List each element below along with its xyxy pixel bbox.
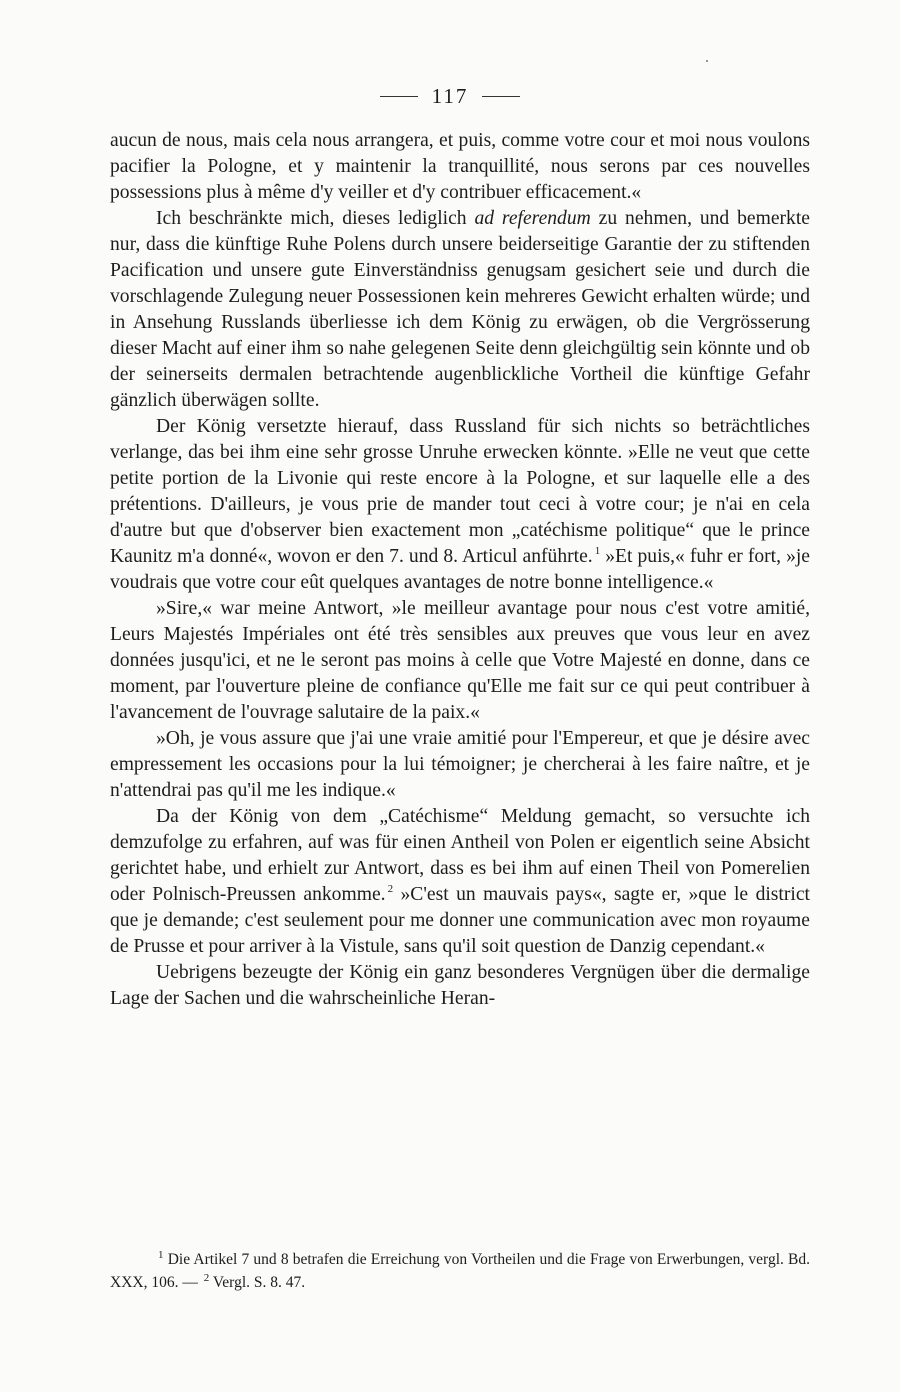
paragraph-6 xyxy=(110,804,810,960)
paragraph-text: zu nehmen, und bemerkte nur, dass die künftige Ruhe Polens durch unsere beiderseitige Garantie der zu stiftenden Pacification und unsere gute Einverständniss genugsam gesichert seie und durch die vorschlagende Zulegung neuer Possessionen kein mehreres Gewicht erhalten würde; und in Ansehung Russlands überliesse ich dem König zu erwägen, ob die Vergrösserung dieser Macht auf einer ihm so nahe gelegenen Seite denn gleichgültig sein könnte und ob der seinerseits dermalen betrachtende augenblickliche Vortheil die künftige Gefahr gänzlich überwägen sollte. xyxy=(110,208,810,411)
paragraph-1 xyxy=(110,128,810,206)
paragraph-text: Da der König von dem „Catéchisme“ Meldung gemacht, so versuchte ich demzufolge zu erfahren, auf was für einen Antheil von Polen er eigentlich seine Absicht gerichtet habe, und erhielt zur Antwort, dass es bei ihm auf einen Theil von Pomerelien oder Polnisch-Preussen ankomme. xyxy=(110,806,810,905)
paragraph-text: »C'est un mauvais pays«, sagte er, »que le district que je demande; c'est seulement pour me donner une communication avec mon royaume de Prusse et pour arriver à la Vistule, sans qu'il soit question de Danzig cependant.« xyxy=(110,884,810,957)
paragraph-text: Uebrigens bezeugte der König ein ganz besonderes Vergnügen über die dermalige Lage der Sachen und die wahrscheinliche Heran- xyxy=(110,962,810,1009)
paragraph-text: Ich beschränkte mich, dieses lediglich xyxy=(156,208,475,229)
header-rule-left xyxy=(380,96,418,97)
page-header xyxy=(0,84,900,109)
paragraph-text: aucun de nous, mais cela nous arrangera, et puis, comme votre cour et moi nous voulons pacifier la Pologne, et y maintenir la tranquillité, nous serons par ces nouvelles possessions plus à même d'y veiller et d'y contribuer efficacement.« xyxy=(110,130,810,203)
header-rule-right xyxy=(482,96,520,97)
paragraph-5 xyxy=(110,726,810,804)
footnote-marker: 1 xyxy=(594,545,601,558)
footnote-text: Vergl. S. 8. 47. xyxy=(212,1274,306,1291)
paragraph-text: »Sire,« war meine Antwort, »le meilleur avantage pour nous c'est votre amitié, Leurs Majestés Impériales ont été très sensibles aux preuves que vous leur en avez données jusqu'ici, et ne le seront pas moins à celle que Votre Majesté en donne, dans ce moment, par l'ouverture pleine de confiance qu'Elle me fait sur ce qui peut contribuer à l'avancement de l'ouvrage salutaire de la paix.« xyxy=(110,598,810,723)
paragraph-2 xyxy=(110,206,810,414)
footnote-line xyxy=(110,1248,810,1294)
body-text xyxy=(110,128,810,1012)
paragraph-text: »Et puis,« fuhr er fort, »je voudrais que votre cour eût quelques avantages de notre bonne intelligence.« xyxy=(110,546,811,593)
footnote-number: 1 xyxy=(158,1248,164,1261)
footnote-marker: 2 xyxy=(387,883,394,896)
page-number: 117 xyxy=(431,84,469,108)
footnotes xyxy=(110,1248,810,1294)
footnote-separator: — xyxy=(182,1274,198,1291)
paragraph-text: »Oh, je vous assure que j'ai une vraie amitié pour l'Empereur, et que je désire avec empressement les occasions pour la lui témoigner; je chercherai à les faire naître, et je n'attendrai pas qu'il me les indique.« xyxy=(110,728,810,801)
footnote-number: 2 xyxy=(203,1271,210,1284)
paragraph-text: Der König versetzte hierauf, dass Russland für sich nichts so beträchtliches verlange, das bei ihm eine sehr grosse Unruhe erwecken könnte. »Elle ne veut que cette petite portion de la Livonie qui reste encore à la Pologne, et sur laquelle elle a des prétentions. D'ailleurs, je vous prie de mander tout ceci à votre cour; je n'ai en cela d'autre but que d'observer bien exactement mon „catéchisme politique“ que le prince Kaunitz m'a donné«, wovon er den 7. und 8. Articul anführte. xyxy=(110,416,810,567)
print-speck xyxy=(706,60,708,62)
italic-phrase: ad referendum xyxy=(474,208,591,229)
footnote-text: Die Artikel 7 und 8 betrafen die Erreichung von Vortheilen und die Frage von Erwerbungen, vergl. Bd. XXX, 106. xyxy=(110,1251,811,1291)
paragraph-3 xyxy=(110,414,810,596)
paragraph-7 xyxy=(110,960,810,1012)
paragraph-4 xyxy=(110,596,810,726)
